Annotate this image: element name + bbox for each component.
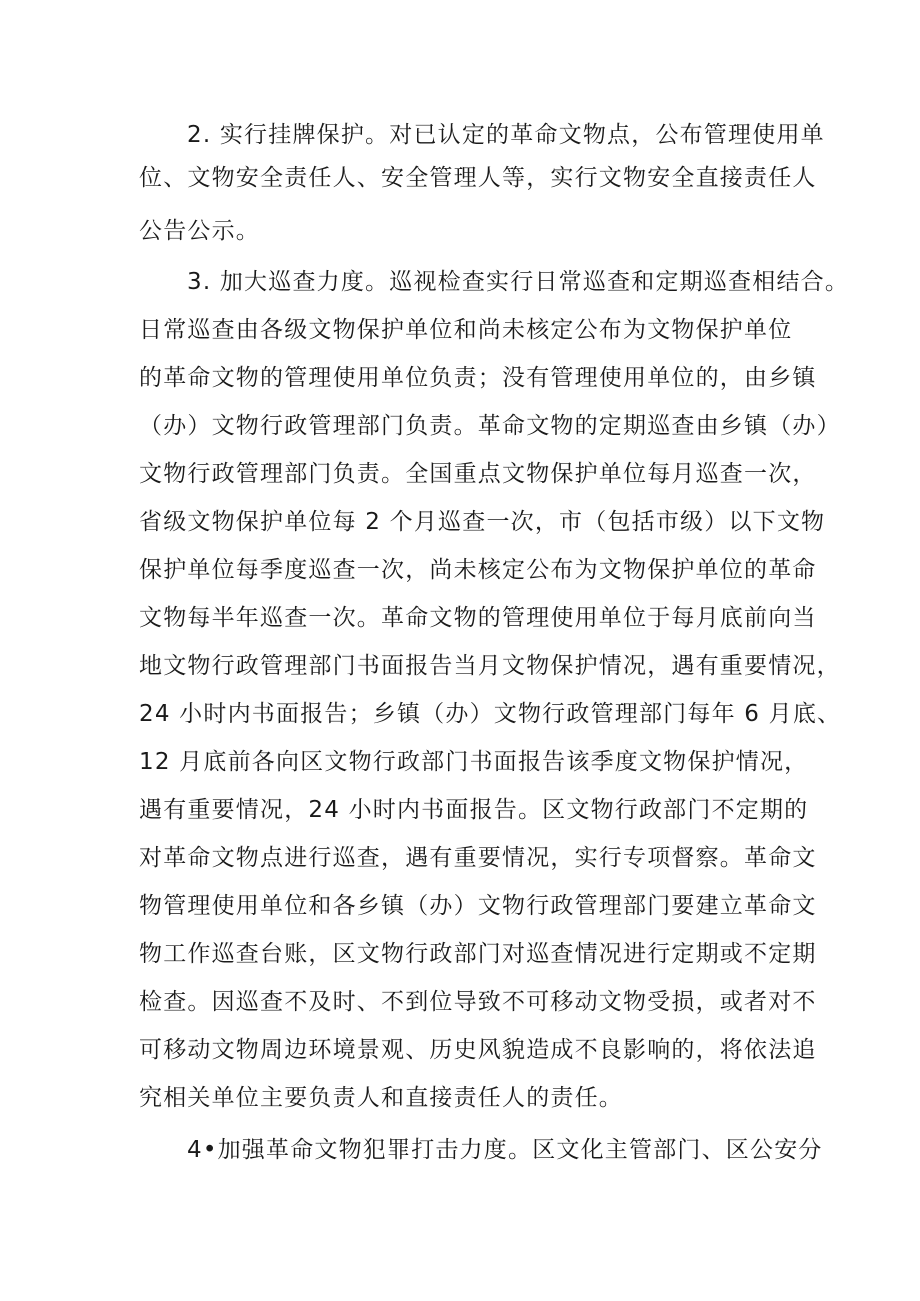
paragraph-4-line-1: 4•加强革命文物犯罪打击力度。区文化主管部门、区公安分 bbox=[187, 1137, 823, 1163]
paragraph-3-line-2: 日常巡查由各级文物保护单位和尚未核定公布为文物保护单位 bbox=[139, 317, 793, 343]
paragraph-3-line-11: 12 月底前各向区文物行政部门书面报告该季度文物保护情况， bbox=[139, 749, 809, 775]
paragraph-3-line-17: 可移动文物周边环境景观、历史风貌造成不良影响的，将依法追 bbox=[139, 1037, 817, 1063]
paragraph-3-line-12: 遇有重要情况，24 小时内书面报告。区文物行政部门不定期的 bbox=[139, 797, 809, 823]
paragraph-3-line-13: 对革命文物点进行巡查，遇有重要情况，实行专项督察。革命文 bbox=[139, 845, 817, 871]
paragraph-2-line-2: 位、文物安全责任人、安全管理人等，实行文物安全直接责任人 bbox=[139, 165, 817, 191]
paragraph-3-line-8: 文物每半年巡查一次。革命文物的管理使用单位于每月底前向当 bbox=[139, 605, 817, 631]
paragraph-3-line-1: 3. 加大巡查力度。巡视检查实行日常巡查和定期巡查相结合。 bbox=[187, 269, 850, 295]
paragraph-3-line-18: 究相关单位主要负责人和直接责任人的责任。 bbox=[139, 1085, 623, 1111]
paragraph-3-line-9: 地文物行政管理部门书面报告当月文物保护情况，遇有重要情况， bbox=[139, 653, 841, 679]
paragraph-3-line-7: 保护单位每季度巡查一次，尚未核定公布为文物保护单位的革命 bbox=[139, 557, 817, 583]
paragraph-3-line-14: 物管理使用单位和各乡镇（办）文物行政管理部门要建立革命文 bbox=[139, 893, 817, 919]
paragraph-3-line-3: 的革命文物的管理使用单位负责；没有管理使用单位的，由乡镇 bbox=[139, 365, 817, 391]
paragraph-3-line-15: 物工作巡查台账，区文物行政部门对巡查情况进行定期或不定期 bbox=[139, 941, 817, 967]
paragraph-3-line-5: 文物行政管理部门负责。全国重点文物保护单位每月巡查一次， bbox=[139, 461, 817, 487]
paragraph-3-line-4: （办）文物行政管理部门负责。革命文物的定期巡查由乡镇（办） bbox=[139, 413, 841, 439]
paragraph-2-line-3: 公告公示。 bbox=[139, 218, 260, 244]
paragraph-3-line-16: 检查。因巡查不及时、不到位导致不可移动文物受损，或者对不 bbox=[139, 989, 817, 1015]
paragraph-3-line-6: 省级文物保护单位每 2 个月巡查一次，市（包括市级）以下文物 bbox=[139, 509, 826, 535]
paragraph-2-line-1: 2. 实行挂牌保护。对已认定的革命文物点，公布管理使用单 bbox=[187, 122, 825, 148]
paragraph-3-line-10: 24 小时内书面报告；乡镇（办）文物行政管理部门每年 6 月底、 bbox=[139, 701, 842, 727]
